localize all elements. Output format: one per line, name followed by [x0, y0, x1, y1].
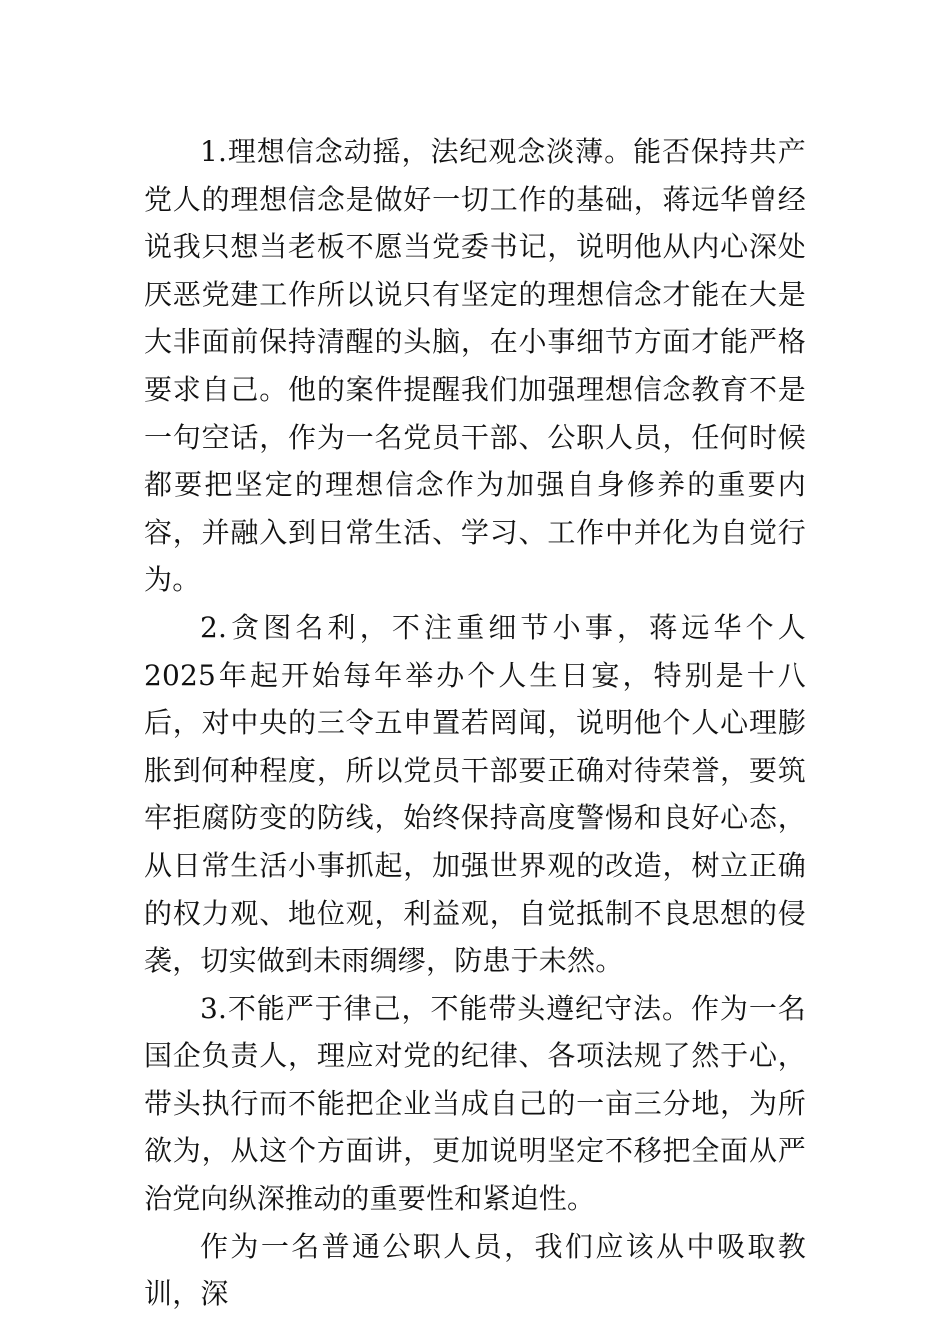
paragraph-ideals: 1.理想信念动摇，法纪观念淡薄。能否保持共产党人的理想信念是做好一切工作的基础，蒋远华曾经说我只想当老板不愿当党委书记，说明他从内心深处厌恶党建工作所以说只有坚定的理想信念才能在大是大非面前保持清醒的头脑，在小事细节方面才能严格要求自己。他的案件提醒我们加强理想信念教育不是一句空话，作为一名党员干部、公职人员，任何时候都要把坚定的理想信念作为加强自身修养的重要内容，并融入到日常生活、学习、工作中并化为自觉行为。 — [144, 135, 806, 597]
paragraph-lesson: 作为一名普通公职人员，我们应该从中吸取教训，深 — [144, 1229, 806, 1311]
body-text — [144, 128, 806, 1318]
paragraph-discipline: 3.不能严于律己，不能带头遵纪守法。作为一名国企负责人，理应对党的纪律、各项法规了然于心，带头执行而不能把企业当成自己的一亩三分地，为所欲为，从这个方面讲，更加说明坚定不移把全面从严治党向纵深推动的重要性和紧迫性。 — [144, 991, 806, 1216]
paragraph-fame: 2.贪图名利，不注重细节小事，蒋远华个人2025年起开始每年举办个人生日宴，特别是十八后，对中央的三令五申置若罔闻，说明他个人心理膨胀到何种程度，所以党员干部要正确对待荣誉，要筑牢拒腐防变的防线，始终保持高度警惕和良好心态，从日常生活小事抓起，加强世界观的改造，树立正确的权力观、地位观，利益观，自觉抵制不良思想的侵袭，切实做到未雨绸缪，防患于未然。 — [144, 610, 806, 978]
